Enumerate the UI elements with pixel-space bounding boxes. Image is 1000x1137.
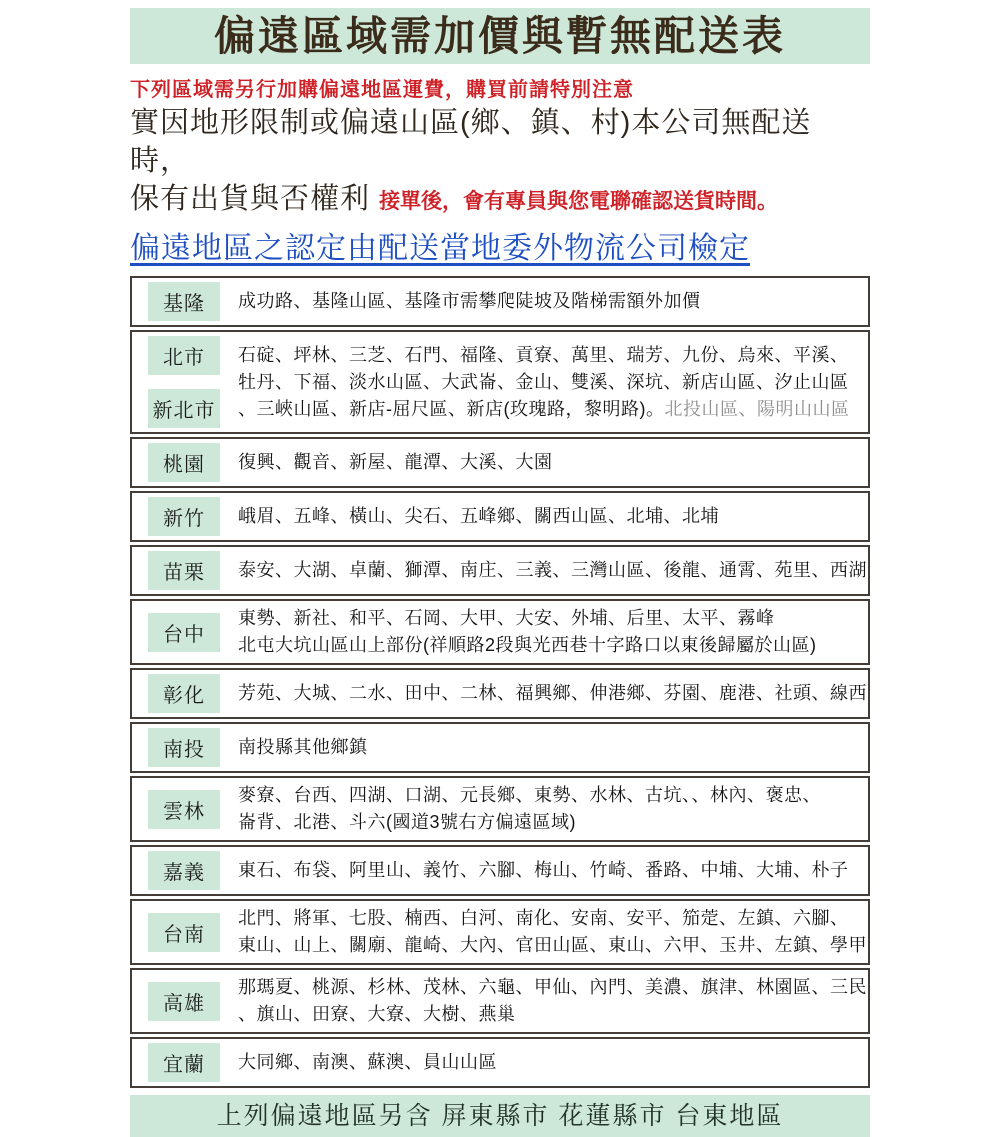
region-text: 東勢、新社、和平、石岡、大甲、大安、外埔、后里、太平、霧峰	[238, 608, 775, 628]
row-line	[238, 632, 864, 659]
region-text: 峨眉、五峰、橫山、尖石、五峰鄉、關西山區、北埔、北埔	[238, 506, 719, 526]
policy-text	[130, 104, 870, 221]
row-line	[238, 932, 867, 959]
row-line	[238, 288, 864, 315]
table-row	[130, 491, 870, 542]
region-label: 彰化	[148, 674, 220, 713]
region-label: 苗栗	[148, 551, 220, 590]
row-line	[238, 809, 864, 836]
policy-note-red: 接單後，會有專員與您電聯確認送貨時間。	[379, 190, 779, 213]
row-line	[238, 1001, 867, 1028]
row-label-cell	[148, 497, 220, 536]
region-text: 、三峽山區、新店-屈尺區、新店(玫瑰路，黎明路)。	[238, 398, 665, 419]
region-text: 牡丹、下福、淡水山區、大武崙、金山、雙溪、深坑、新店山區、汐止山區	[238, 371, 849, 392]
region-label: 基隆	[148, 282, 220, 321]
row-line	[238, 342, 864, 369]
region-label: 北市	[148, 336, 220, 375]
table-row	[130, 276, 870, 327]
region-text: 東山、山上、關廟、龍崎、大內、官田山區、東山、六甲、玉井、左鎮、學甲	[238, 935, 867, 955]
row-label-cell	[148, 674, 220, 713]
row-label-cell	[148, 851, 220, 890]
region-text: 北門、將軍、七股、楠西、白河、南化、安南、安平、笳萣、左鎮、六腳、	[238, 908, 849, 928]
row-label-cell	[148, 443, 220, 482]
row-content	[220, 974, 867, 1028]
region-text: 麥寮、台西、四湖、口湖、元長鄉、東勢、水林、古坑、、林內、褒忠、	[238, 785, 821, 805]
region-label: 桃園	[148, 443, 220, 482]
row-line	[238, 369, 864, 396]
region-text: 復興、觀音、新屋、龍潭、大溪、大園	[238, 452, 553, 472]
row-content	[220, 1049, 864, 1076]
policy-line-2: 保有出貨與否權利	[130, 183, 380, 215]
row-line	[238, 857, 864, 884]
region-text: 那瑪夏、桃源、杉林、茂林、六龜、甲仙、內門、美濃、旗津、林園區、三民	[238, 977, 867, 997]
row-label-cell	[148, 728, 220, 767]
region-text: 芳苑、大城、二水、田中、二林、福興鄉、伸港鄉、芬園、鹿港、社頭、線西	[238, 683, 867, 703]
region-text: 北屯大坑山區山上部份(祥順路2段與光西巷十字路口以東後歸屬於山區)	[238, 635, 817, 655]
table-row	[130, 1037, 870, 1088]
row-label-cell	[148, 336, 220, 428]
row-label-cell	[148, 282, 220, 321]
region-label: 台南	[148, 913, 220, 952]
region-text: 南投縣其他鄉鎮	[238, 737, 368, 757]
row-line	[238, 605, 864, 632]
footer-note: 上列偏遠地區另含 屏東縣市 花蓮縣市 台東地區	[130, 1095, 870, 1137]
row-label-cell	[148, 613, 220, 652]
region-text: 、旗山、田寮、大寮、大樹、燕巢	[238, 1004, 516, 1024]
table-row	[130, 845, 870, 896]
row-content	[220, 782, 864, 836]
row-content	[220, 503, 864, 530]
row-content	[220, 734, 864, 761]
region-label: 高雄	[148, 982, 220, 1021]
row-line	[238, 503, 864, 530]
row-label-cell	[148, 1043, 220, 1082]
row-content	[220, 605, 864, 659]
definition-heading: 偏遠地區之認定由配送當地委外物流公司檢定	[130, 232, 750, 265]
region-text: 成功路、基隆山區、基隆市需攀爬陡坡及階梯需額外加價	[238, 291, 701, 311]
table-row	[130, 668, 870, 719]
page-title: 偏遠區域需加價與暫無配送表	[130, 8, 870, 64]
table-row	[130, 776, 870, 842]
row-content	[220, 557, 867, 584]
region-label: 雲林	[148, 790, 220, 829]
row-content	[220, 449, 864, 476]
region-label: 宜蘭	[148, 1043, 220, 1082]
region-label: 新竹	[148, 497, 220, 536]
table-row	[130, 722, 870, 773]
policy-line-1: 實因地形限制或偏遠山區(鄉、鎮、村)本公司無配送時，	[130, 107, 812, 177]
muted-region-text: 北投山區、陽明山山區	[664, 398, 850, 419]
region-label: 嘉義	[148, 851, 220, 890]
row-line	[238, 734, 864, 761]
row-line	[238, 449, 864, 476]
region-text: 大同鄉、南澳、蘇澳、員山山區	[238, 1052, 497, 1072]
region-table	[130, 276, 870, 1088]
row-label-cell	[148, 913, 220, 952]
row-content	[220, 342, 864, 423]
row-line	[238, 557, 867, 584]
row-line	[238, 974, 867, 1001]
region-text: 石碇、坪林、三芝、石門、福隆、貢寮、萬里、瑞芳、九份、烏來、平溪、	[238, 344, 849, 365]
row-content	[220, 905, 867, 959]
region-text: 崙背、北港、斗六(國道3號右方偏遠區域)	[238, 812, 576, 832]
region-label: 南投	[148, 728, 220, 767]
row-line	[238, 680, 867, 707]
row-content	[220, 857, 864, 884]
row-label-cell	[148, 551, 220, 590]
table-row	[130, 437, 870, 488]
table-row	[130, 330, 870, 434]
row-label-cell	[148, 790, 220, 829]
table-row	[130, 899, 870, 965]
row-label-cell	[148, 982, 220, 1021]
row-content	[220, 680, 867, 707]
table-row	[130, 545, 870, 596]
row-content	[220, 288, 864, 315]
table-row	[130, 599, 870, 665]
row-line	[238, 1049, 864, 1076]
region-label: 台中	[148, 613, 220, 652]
region-label: 新北市	[148, 389, 220, 428]
table-row	[130, 968, 870, 1034]
row-line	[238, 905, 867, 932]
warning-text: 下列區域需另行加購偏遠地區運費，購買前請特別注意	[130, 79, 634, 101]
row-line	[238, 396, 864, 423]
region-text: 東石、布袋、阿里山、義竹、六腳、梅山、竹崎、番路、中埔、大埔、朴子	[238, 860, 849, 880]
region-text: 泰安、大湖、卓蘭、獅潭、南庄、三義、三灣山區、後龍、通霄、苑里、西湖	[238, 560, 867, 580]
row-line	[238, 782, 864, 809]
